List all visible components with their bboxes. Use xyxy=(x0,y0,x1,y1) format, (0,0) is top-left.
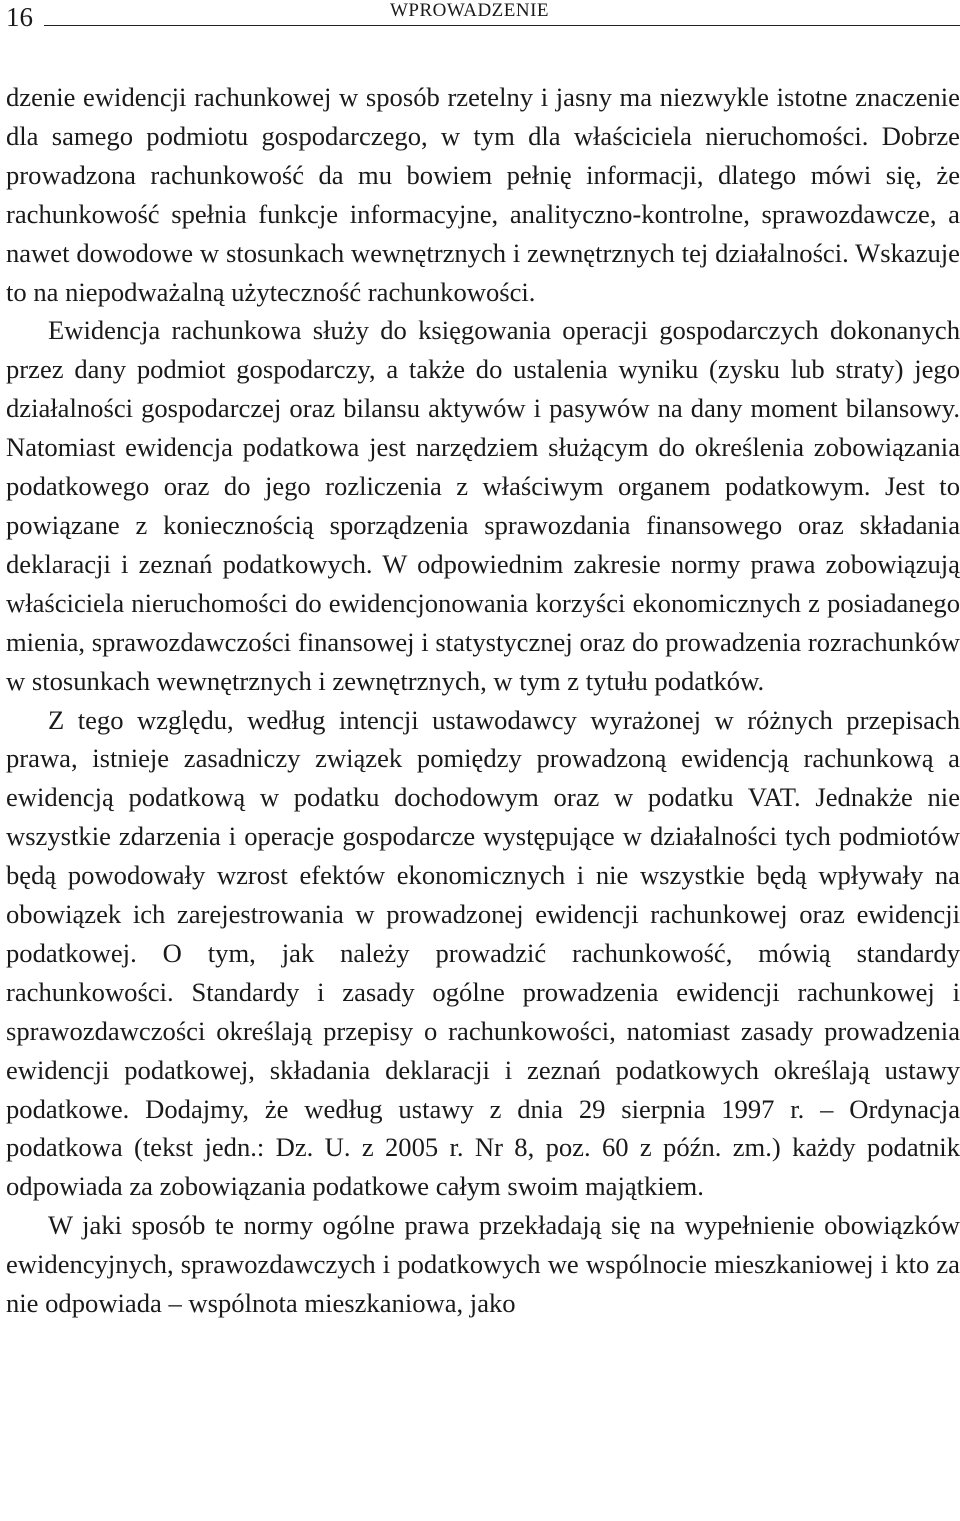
paragraph: Ewidencja rachunkowa służy do księgowania operacji gospodarczych dokonanych przez dany podmiot gospodarczy, a także do ustalenia wyniku (zysku lub straty) jego działalności gospodarczej oraz bilansu aktywów i pasywów na dany moment bilansowy. Natomiast ewidencja podatkowa jest narzędziem służącym do określenia zobowiązania podatkowego oraz do jego rozliczenia z właściwym organem podatkowym. Jest to powiązane z koniecznością sporządzenia sprawozdania finansowego oraz składania deklaracji i zeznań podatkowych. W odpowiednim zakresie normy prawa zobowiązują właściciela nieruchomości do ewidencjonowania korzyści ekonomicznych z posiadanego mienia, sprawozdawczości finansowej i statystycznej oraz do prowadzenia rozrachunków w stosunkach wewnętrznych i zewnętrznych, w tym z tytułu podatków. xyxy=(6,315,960,696)
running-head: WPROWADZENIE xyxy=(390,0,550,21)
paragraph: W jaki sposób te normy ogólne prawa przekładają się na wypełnienie obowiązków ewidencyjnych, sprawozdawczych i podatkowych we wspólnocie mieszkaniowej i kto za nie odpowiada – wspólnota mieszkaniowa, jako xyxy=(6,1210,960,1319)
header-rule xyxy=(44,25,960,26)
page-header xyxy=(6,0,960,30)
body-text xyxy=(6,78,960,1323)
page-number: 16 xyxy=(6,2,33,32)
paragraph: Z tego względu, według intencji ustawodawcy wyrażonej w różnych przepisach prawa, istnieje zasadniczy związek pomiędzy prowadzoną ewidencją rachunkową a ewidencją podatkową w podatku dochodowym oraz w podatku VAT. Jednakże nie wszystkie zdarzenia i operacje gospodarcze występujące w działalności tych podmiotów będą powodowały wzrost efektów ekonomicznych i nie wszystkie będą wpływały na obowiązek ich zarejestrowania w prowadzonej ewidencji rachunkowej oraz ewidencji podatkowej. O tym, jak należy prowadzić rachunkowość, mówią standardy rachunkowości. Standardy i zasady ogólne prowadzenia ewidencji rachunkowej i sprawozdawczości określają przepisy o rachunkowości, natomiast zasady prowadzenia ewidencji podatkowej, składania deklaracji i zeznań podatkowych określają ustawy podatkowe. Dodajmy, że według ustawy z dnia 29 sierpnia 1997 r. – Ordynacja podatkowa (tekst jedn.: Dz. U. z 2005 r. Nr 8, poz. 60 z późn. zm.) każdy podatnik odpowiada za zobowiązania podatkowe całym swoim majątkiem. xyxy=(6,704,960,1202)
paragraph: dzenie ewidencji rachunkowej w sposób rzetelny i jasny ma niezwykle istotne znaczenie dla samego podmiotu gospodarczego, w tym dla właściciela nieruchomości. Dobrze prowadzona rachunkowość da mu bowiem pełnię informacji, dlatego mówi się, że rachunkowość spełnia funkcje informacyjne, analityczno-kontrolne, sprawozdawcze, a nawet dowodowe w stosunkach wewnętrznych i zewnętrznych tej działalności. Wskazuje to na niepodważalną użyteczność rachunkowości. xyxy=(6,82,960,307)
document-page xyxy=(6,0,960,1323)
